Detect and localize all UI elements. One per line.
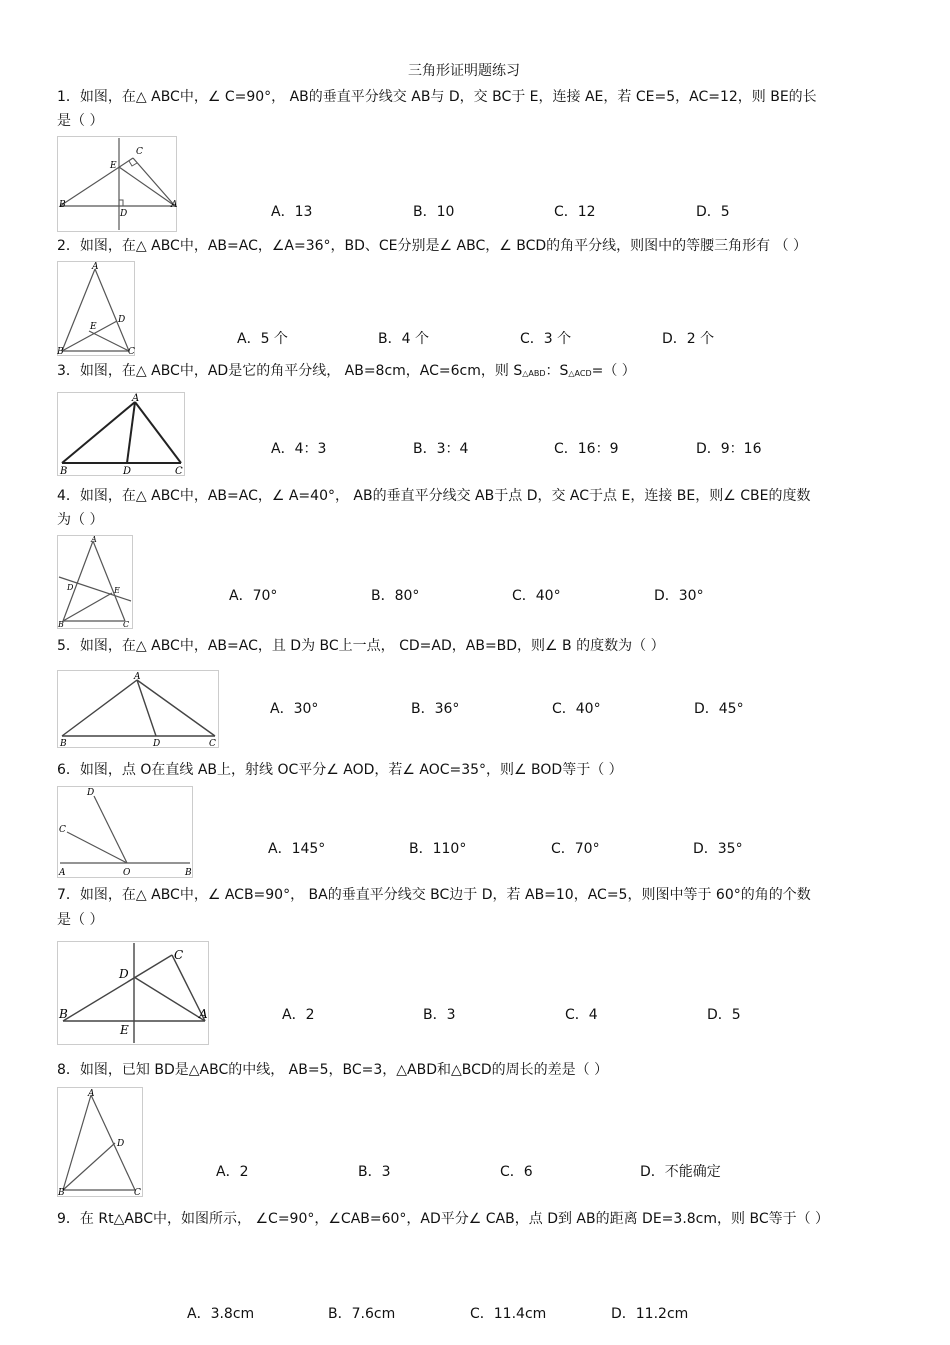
option-b: B．3 (358, 1164, 391, 1180)
label-C: C (175, 466, 183, 476)
label-D: D (119, 967, 129, 981)
label-D: D (153, 739, 161, 748)
label-A: A (132, 393, 140, 404)
label-B: B (58, 1188, 65, 1197)
label-E: E (114, 586, 120, 595)
option-d: D．45° (694, 701, 744, 717)
option-b: B．7.6cm (328, 1306, 396, 1322)
label-A: A (92, 262, 99, 272)
question-text: 8．如图，已知 BD是△ABC的中线， AB=5，BC=3，△ABD和△BCD的周长的差是（ ） (57, 1062, 609, 1078)
label-A: A (134, 672, 141, 682)
label-C: C (59, 825, 66, 835)
option-d: D．不能确定 (640, 1164, 721, 1180)
option-c: C．11.4cm (470, 1306, 547, 1322)
question-text: 6．如图，点 O在直线 AB上，射线 OC平分∠ AOD，若∠ AOC=35°，则∠ BOD等于（ ） (57, 762, 623, 778)
figure-q4 (57, 535, 133, 629)
label-D: D (117, 1139, 125, 1149)
label-O: O (123, 868, 131, 878)
label-C: C (128, 347, 135, 356)
question-text: 1．如图，在△ ABC中，∠ C=90°， AB的垂直平分线交 AB与 D，交 BC于 E，连接 AE，若 CE=5，AC=12，则 BE的长 (57, 89, 817, 105)
option-b: B．80° (371, 588, 420, 604)
label-E: E (110, 161, 117, 171)
option-d: D．30° (654, 588, 704, 604)
label-A: A (91, 535, 97, 544)
option-c: C．40° (552, 701, 601, 717)
option-a: A．13 (271, 204, 313, 220)
label-E: E (90, 322, 97, 332)
question-text-cont: 为（ ） (57, 512, 104, 528)
label-E: E (120, 1023, 129, 1037)
option-b: B．3 (423, 1007, 456, 1023)
option-a: A．2 (282, 1007, 315, 1023)
option-a: A．2 (216, 1164, 249, 1180)
option-d: D．5 (696, 204, 730, 220)
option-a: A．5 个 (237, 331, 288, 347)
label-D: D (67, 583, 74, 592)
question-text: 9．在 Rt△ABC中，如图所示， ∠C=90°，∠CAB=60°，AD平分∠ CAB，点 D到 AB的距离 DE=3.8cm，则 BC等于（ ） (57, 1211, 830, 1227)
label-C: C (174, 948, 184, 962)
label-C: C (209, 739, 216, 748)
label-C: C (136, 147, 143, 157)
question-text: 3．如图，在△ ABC中，AD是它的角平分线， AB=8cm，AC=6cm，则 S△ABD：S△ACD=（ ） (57, 363, 636, 379)
question-text-cont: 是（ ） (57, 113, 104, 129)
label-B: B (59, 200, 66, 210)
label-A: A (88, 1089, 95, 1099)
label-A: A (199, 1007, 208, 1021)
figure-q6 (57, 786, 193, 878)
label-B: B (58, 620, 64, 629)
option-c: C．3 个 (520, 331, 572, 347)
option-d: D．11.2cm (611, 1306, 689, 1322)
label-B: B (60, 739, 67, 748)
figure-q5 (57, 670, 219, 748)
label-C: C (134, 1188, 141, 1197)
option-c: C．6 (500, 1164, 533, 1180)
figure-q2 (57, 261, 135, 356)
option-c: C．70° (551, 841, 600, 857)
question-text-cont: 是（ ） (57, 912, 104, 928)
option-b: B．3：4 (413, 441, 469, 457)
figure-q1 (57, 136, 177, 232)
option-d: D．35° (693, 841, 743, 857)
label-D: D (120, 209, 128, 219)
label-D: D (123, 466, 132, 476)
label-D: D (87, 788, 95, 798)
label-D: D (118, 315, 126, 325)
figure-q7 (57, 941, 209, 1045)
option-b: B．110° (409, 841, 467, 857)
question-text: 7．如图，在△ ABC中，∠ ACB=90°， BA的垂直平分线交 BC边于 D，若 AB=10，AC=5，则图中等于 60°的角的个数 (57, 887, 811, 903)
label-B: B (59, 1007, 68, 1021)
option-c: C．40° (512, 588, 561, 604)
option-a: A．30° (270, 701, 319, 717)
option-d: D．9：16 (696, 441, 762, 457)
option-d: D．2 个 (662, 331, 715, 347)
label-B: B (57, 347, 64, 356)
option-a: A．145° (268, 841, 326, 857)
figure-q3 (57, 392, 185, 476)
option-b: B．36° (411, 701, 460, 717)
option-b: B．10 (413, 204, 455, 220)
label-C: C (123, 620, 130, 629)
question-text: 4．如图，在△ ABC中，AB=AC，∠ A=40°， AB的垂直平分线交 AB于点 D，交 AC于点 E，连接 BE，则∠ CBE的度数 (57, 488, 811, 504)
question-text: 2．如图，在△ ABC中，AB=AC，∠A=36°，BD、CE分别是∠ ABC，∠ BCD的角平分线，则图中的等腰三角形有 （ ） (57, 238, 808, 254)
label-A: A (171, 200, 177, 210)
label-B: B (185, 868, 192, 878)
figure-q8 (57, 1087, 143, 1197)
question-text: 5．如图，在△ ABC中，AB=AC，且 D为 BC上一点， CD=AD，AB=BD，则∠ B 的度数为（ ） (57, 638, 665, 654)
label-A: A (59, 868, 66, 878)
label-B: B (60, 466, 68, 476)
worksheet-title: 三角形证明题练习 (408, 63, 520, 79)
option-a: A．3.8cm (187, 1306, 255, 1322)
option-b: B．4 个 (378, 331, 429, 347)
option-a: A．4：3 (271, 441, 327, 457)
option-c: C．12 (554, 204, 596, 220)
option-a: A．70° (229, 588, 278, 604)
option-d: D．5 (707, 1007, 741, 1023)
option-c: C．16：9 (554, 441, 619, 457)
option-c: C．4 (565, 1007, 598, 1023)
